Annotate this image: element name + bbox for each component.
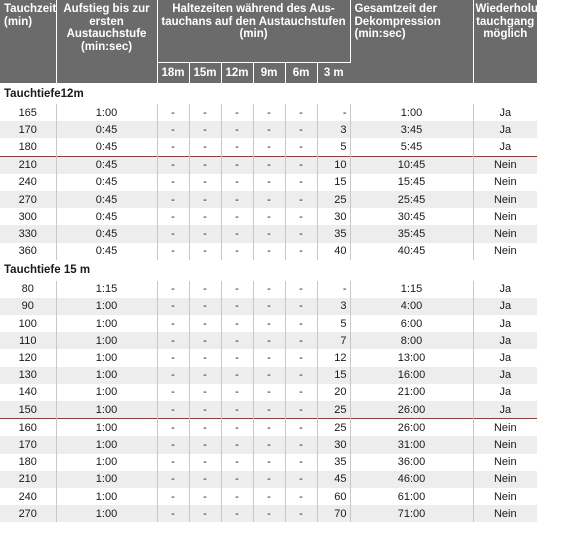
- cell-stop-9m: -: [253, 454, 285, 471]
- cell-stop-6m: -: [285, 419, 317, 437]
- table-row: [0, 208, 537, 225]
- cell-dive-time: 170: [0, 436, 56, 453]
- cell-stop-15m: -: [189, 174, 221, 191]
- cell-stop-18m: -: [157, 298, 189, 315]
- cell-stop-18m: -: [157, 281, 189, 298]
- cell-total-decompression: 25:45: [350, 191, 473, 208]
- cell-repeat-dive: Ja: [473, 332, 537, 349]
- table-row: [0, 121, 537, 138]
- cell-stop-12m: -: [221, 454, 253, 471]
- cell-stop-15m: -: [189, 315, 221, 332]
- cell-stop-15m: -: [189, 281, 221, 298]
- cell-dive-time: 130: [0, 367, 56, 384]
- cell-stop-9m: -: [253, 225, 285, 242]
- table-row: [0, 436, 537, 453]
- cell-stop-15m: -: [189, 384, 221, 401]
- cell-repeat-dive: Nein: [473, 436, 537, 453]
- cell-dive-time: 240: [0, 174, 56, 191]
- cell-stop-18m: -: [157, 156, 189, 174]
- cell-stop-12m: -: [221, 471, 253, 488]
- cell-stop-18m: -: [157, 174, 189, 191]
- cell-ascent-time: 1:00: [56, 454, 157, 471]
- section-title: Tauchtiefe 15 m: [0, 260, 537, 281]
- cell-stop-9m: -: [253, 243, 285, 260]
- cell-ascent-time: 1:00: [56, 505, 157, 522]
- table-row: [0, 505, 537, 522]
- cell-dive-time: 180: [0, 454, 56, 471]
- cell-stop-18m: -: [157, 436, 189, 453]
- cell-total-decompression: 13:00: [350, 349, 473, 366]
- cell-stop-12m: -: [221, 225, 253, 242]
- cell-total-decompression: 1:15: [350, 281, 473, 298]
- cell-stop-15m: -: [189, 298, 221, 315]
- cell-dive-time: 240: [0, 488, 56, 505]
- header-stop-6m: 6m: [285, 63, 317, 84]
- cell-stop-3m: 7: [317, 332, 350, 349]
- cell-repeat-dive: Nein: [473, 454, 537, 471]
- cell-stop-12m: -: [221, 174, 253, 191]
- cell-stop-12m: -: [221, 208, 253, 225]
- cell-stop-12m: -: [221, 104, 253, 121]
- cell-stop-9m: -: [253, 138, 285, 156]
- cell-dive-time: 270: [0, 191, 56, 208]
- cell-stop-18m: -: [157, 332, 189, 349]
- cell-stop-12m: -: [221, 367, 253, 384]
- header-dive-time: Tauchzeit (min): [0, 0, 56, 83]
- cell-total-decompression: 71:00: [350, 505, 473, 522]
- cell-dive-time: 270: [0, 505, 56, 522]
- cell-dive-time: 110: [0, 332, 56, 349]
- cell-stop-9m: -: [253, 367, 285, 384]
- header-stop-times: Haltezeiten während des Aus-tauchans auf den Austauchstufen (min): [157, 0, 350, 63]
- cell-stop-18m: -: [157, 208, 189, 225]
- cell-stop-6m: -: [285, 332, 317, 349]
- cell-stop-15m: -: [189, 104, 221, 121]
- cell-stop-6m: -: [285, 454, 317, 471]
- table-row: [0, 349, 537, 366]
- cell-stop-3m: -: [317, 104, 350, 121]
- header-stop-9m: 9m: [253, 63, 285, 84]
- cell-stop-12m: -: [221, 298, 253, 315]
- cell-stop-15m: -: [189, 332, 221, 349]
- section-header: [0, 83, 537, 104]
- table-row: [0, 104, 537, 121]
- cell-stop-6m: -: [285, 315, 317, 332]
- cell-repeat-dive: Nein: [473, 505, 537, 522]
- cell-stop-3m: 5: [317, 315, 350, 332]
- cell-total-decompression: 4:00: [350, 298, 473, 315]
- cell-total-decompression: 35:45: [350, 225, 473, 242]
- cell-ascent-time: 0:45: [56, 121, 157, 138]
- cell-stop-3m: 40: [317, 243, 350, 260]
- cell-total-decompression: 26:00: [350, 419, 473, 437]
- cell-dive-time: 140: [0, 384, 56, 401]
- cell-repeat-dive: Ja: [473, 121, 537, 138]
- cell-repeat-dive: Nein: [473, 156, 537, 174]
- table-row: [0, 401, 537, 419]
- cell-repeat-dive: Ja: [473, 138, 537, 156]
- cell-stop-15m: -: [189, 225, 221, 242]
- cell-ascent-time: 0:45: [56, 243, 157, 260]
- cell-ascent-time: 1:00: [56, 419, 157, 437]
- table-row: [0, 367, 537, 384]
- cell-total-decompression: 10:45: [350, 156, 473, 174]
- cell-stop-18m: -: [157, 384, 189, 401]
- cell-stop-18m: -: [157, 401, 189, 419]
- cell-stop-3m: 25: [317, 401, 350, 419]
- cell-stop-9m: -: [253, 384, 285, 401]
- cell-stop-12m: -: [221, 138, 253, 156]
- cell-ascent-time: 0:45: [56, 174, 157, 191]
- cell-total-decompression: 5:45: [350, 138, 473, 156]
- cell-ascent-time: 1:00: [56, 315, 157, 332]
- cell-total-decompression: 1:00: [350, 104, 473, 121]
- cell-ascent-time: 0:45: [56, 225, 157, 242]
- cell-dive-time: 165: [0, 104, 56, 121]
- cell-stop-9m: -: [253, 191, 285, 208]
- cell-dive-time: 210: [0, 471, 56, 488]
- cell-repeat-dive: Nein: [473, 471, 537, 488]
- cell-total-decompression: 6:00: [350, 315, 473, 332]
- cell-stop-6m: -: [285, 243, 317, 260]
- cell-stop-12m: -: [221, 384, 253, 401]
- cell-stop-3m: 20: [317, 384, 350, 401]
- cell-stop-15m: -: [189, 243, 221, 260]
- cell-stop-3m: 45: [317, 471, 350, 488]
- cell-ascent-time: 1:15: [56, 281, 157, 298]
- cell-total-decompression: 46:00: [350, 471, 473, 488]
- cell-repeat-dive: Ja: [473, 401, 537, 419]
- cell-stop-6m: -: [285, 281, 317, 298]
- cell-stop-3m: 35: [317, 225, 350, 242]
- cell-stop-18m: -: [157, 367, 189, 384]
- table-row: [0, 419, 537, 437]
- cell-stop-9m: -: [253, 121, 285, 138]
- cell-repeat-dive: Ja: [473, 384, 537, 401]
- cell-ascent-time: 1:00: [56, 104, 157, 121]
- cell-ascent-time: 1:00: [56, 332, 157, 349]
- cell-stop-15m: -: [189, 367, 221, 384]
- cell-stop-18m: -: [157, 121, 189, 138]
- header-stop-12m: 12m: [221, 63, 253, 84]
- cell-stop-15m: -: [189, 454, 221, 471]
- cell-stop-12m: -: [221, 505, 253, 522]
- cell-total-decompression: 36:00: [350, 454, 473, 471]
- cell-dive-time: 360: [0, 243, 56, 260]
- cell-stop-15m: -: [189, 138, 221, 156]
- cell-stop-15m: -: [189, 505, 221, 522]
- cell-stop-9m: -: [253, 174, 285, 191]
- cell-ascent-time: 1:00: [56, 471, 157, 488]
- cell-ascent-time: 0:45: [56, 156, 157, 174]
- header-total-decompression: Gesamtzeit der Dekompression (min:sec): [350, 0, 473, 83]
- cell-stop-18m: -: [157, 138, 189, 156]
- cell-stop-6m: -: [285, 488, 317, 505]
- cell-stop-12m: -: [221, 349, 253, 366]
- cell-dive-time: 90: [0, 298, 56, 315]
- cell-stop-9m: -: [253, 505, 285, 522]
- cell-total-decompression: 40:45: [350, 243, 473, 260]
- cell-stop-6m: -: [285, 208, 317, 225]
- cell-stop-3m: 12: [317, 349, 350, 366]
- header-repeat-dive: Wiederholungs-tauchgang möglich: [473, 0, 537, 83]
- cell-stop-12m: -: [221, 401, 253, 419]
- cell-stop-3m: 30: [317, 208, 350, 225]
- table-row: [0, 488, 537, 505]
- cell-stop-12m: -: [221, 419, 253, 437]
- cell-stop-12m: -: [221, 121, 253, 138]
- cell-stop-15m: -: [189, 121, 221, 138]
- cell-stop-3m: 30: [317, 436, 350, 453]
- cell-stop-15m: -: [189, 419, 221, 437]
- cell-total-decompression: 15:45: [350, 174, 473, 191]
- cell-ascent-time: 1:00: [56, 298, 157, 315]
- cell-repeat-dive: Nein: [473, 174, 537, 191]
- table-body: [0, 83, 537, 522]
- cell-stop-6m: -: [285, 225, 317, 242]
- cell-stop-6m: -: [285, 367, 317, 384]
- cell-stop-3m: 10: [317, 156, 350, 174]
- cell-stop-3m: 3: [317, 298, 350, 315]
- cell-repeat-dive: Nein: [473, 488, 537, 505]
- header-ascent-time: Aufstieg bis zur ersten Austauchstufe (min:sec): [56, 0, 157, 83]
- cell-stop-15m: -: [189, 349, 221, 366]
- table-row: [0, 384, 537, 401]
- cell-stop-12m: -: [221, 243, 253, 260]
- cell-stop-18m: -: [157, 471, 189, 488]
- cell-stop-9m: -: [253, 298, 285, 315]
- table-row: [0, 191, 537, 208]
- cell-stop-3m: 5: [317, 138, 350, 156]
- cell-stop-9m: -: [253, 436, 285, 453]
- cell-stop-9m: -: [253, 349, 285, 366]
- cell-stop-3m: 70: [317, 505, 350, 522]
- cell-stop-6m: -: [285, 298, 317, 315]
- cell-ascent-time: 1:00: [56, 401, 157, 419]
- cell-stop-18m: -: [157, 191, 189, 208]
- cell-stop-3m: -: [317, 281, 350, 298]
- cell-stop-6m: -: [285, 174, 317, 191]
- cell-stop-9m: -: [253, 315, 285, 332]
- cell-ascent-time: 1:00: [56, 384, 157, 401]
- cell-total-decompression: 61:00: [350, 488, 473, 505]
- cell-stop-9m: -: [253, 332, 285, 349]
- cell-stop-6m: -: [285, 505, 317, 522]
- cell-stop-12m: -: [221, 315, 253, 332]
- table-row: [0, 454, 537, 471]
- cell-stop-12m: -: [221, 332, 253, 349]
- cell-stop-12m: -: [221, 281, 253, 298]
- cell-stop-12m: -: [221, 488, 253, 505]
- cell-ascent-time: 1:00: [56, 349, 157, 366]
- cell-stop-15m: -: [189, 471, 221, 488]
- cell-stop-18m: -: [157, 104, 189, 121]
- cell-stop-9m: -: [253, 156, 285, 174]
- cell-stop-15m: -: [189, 191, 221, 208]
- cell-stop-6m: -: [285, 384, 317, 401]
- cell-total-decompression: 16:00: [350, 367, 473, 384]
- cell-stop-12m: -: [221, 156, 253, 174]
- table-row: [0, 332, 537, 349]
- cell-stop-9m: -: [253, 281, 285, 298]
- cell-total-decompression: 8:00: [350, 332, 473, 349]
- cell-stop-18m: -: [157, 315, 189, 332]
- header-stop-3m: 3 m: [317, 63, 350, 84]
- cell-dive-time: 210: [0, 156, 56, 174]
- cell-stop-6m: -: [285, 349, 317, 366]
- cell-dive-time: 330: [0, 225, 56, 242]
- cell-repeat-dive: Ja: [473, 104, 537, 121]
- cell-repeat-dive: Ja: [473, 298, 537, 315]
- table-row: [0, 156, 537, 174]
- cell-dive-time: 80: [0, 281, 56, 298]
- cell-repeat-dive: Nein: [473, 225, 537, 242]
- cell-stop-3m: 60: [317, 488, 350, 505]
- cell-stop-9m: -: [253, 208, 285, 225]
- cell-stop-18m: -: [157, 454, 189, 471]
- cell-stop-12m: -: [221, 436, 253, 453]
- cell-stop-6m: -: [285, 471, 317, 488]
- section-header: [0, 260, 537, 281]
- cell-stop-6m: -: [285, 104, 317, 121]
- cell-total-decompression: 26:00: [350, 401, 473, 419]
- table-row: [0, 225, 537, 242]
- cell-repeat-dive: Ja: [473, 315, 537, 332]
- cell-stop-6m: -: [285, 121, 317, 138]
- cell-stop-15m: -: [189, 208, 221, 225]
- cell-ascent-time: 1:00: [56, 488, 157, 505]
- cell-ascent-time: 0:45: [56, 191, 157, 208]
- table-row: [0, 243, 537, 260]
- cell-stop-6m: -: [285, 436, 317, 453]
- cell-stop-6m: -: [285, 138, 317, 156]
- cell-stop-15m: -: [189, 436, 221, 453]
- cell-dive-time: 300: [0, 208, 56, 225]
- cell-repeat-dive: Ja: [473, 281, 537, 298]
- cell-stop-6m: -: [285, 401, 317, 419]
- cell-dive-time: 170: [0, 121, 56, 138]
- table-row: [0, 298, 537, 315]
- section-title: Tauchtiefe12m: [0, 83, 537, 104]
- cell-repeat-dive: Nein: [473, 419, 537, 437]
- cell-stop-3m: 3: [317, 121, 350, 138]
- cell-repeat-dive: Nein: [473, 208, 537, 225]
- table-row: [0, 315, 537, 332]
- cell-dive-time: 180: [0, 138, 56, 156]
- cell-total-decompression: 31:00: [350, 436, 473, 453]
- cell-repeat-dive: Nein: [473, 243, 537, 260]
- cell-total-decompression: 21:00: [350, 384, 473, 401]
- cell-stop-18m: -: [157, 419, 189, 437]
- cell-stop-18m: -: [157, 505, 189, 522]
- cell-stop-3m: 15: [317, 174, 350, 191]
- cell-stop-3m: 15: [317, 367, 350, 384]
- cell-stop-6m: -: [285, 191, 317, 208]
- cell-stop-3m: 35: [317, 454, 350, 471]
- cell-stop-12m: -: [221, 191, 253, 208]
- cell-stop-18m: -: [157, 225, 189, 242]
- cell-stop-15m: -: [189, 488, 221, 505]
- cell-stop-9m: -: [253, 401, 285, 419]
- cell-ascent-time: 1:00: [56, 436, 157, 453]
- cell-dive-time: 120: [0, 349, 56, 366]
- cell-dive-time: 160: [0, 419, 56, 437]
- cell-dive-time: 100: [0, 315, 56, 332]
- header-stop-15m: 15m: [189, 63, 221, 84]
- cell-ascent-time: 0:45: [56, 138, 157, 156]
- cell-repeat-dive: Ja: [473, 367, 537, 384]
- cell-stop-18m: -: [157, 243, 189, 260]
- cell-stop-6m: -: [285, 156, 317, 174]
- cell-stop-18m: -: [157, 488, 189, 505]
- table-row: [0, 138, 537, 156]
- cell-stop-9m: -: [253, 419, 285, 437]
- cell-dive-time: 150: [0, 401, 56, 419]
- cell-stop-9m: -: [253, 471, 285, 488]
- cell-stop-18m: -: [157, 349, 189, 366]
- table-row: [0, 281, 537, 298]
- cell-stop-15m: -: [189, 156, 221, 174]
- header-stop-18m: 18m: [157, 63, 189, 84]
- cell-stop-3m: 25: [317, 419, 350, 437]
- cell-stop-9m: -: [253, 488, 285, 505]
- cell-ascent-time: 0:45: [56, 208, 157, 225]
- cell-stop-3m: 25: [317, 191, 350, 208]
- cell-stop-15m: -: [189, 401, 221, 419]
- table-row: [0, 174, 537, 191]
- cell-stop-9m: -: [253, 104, 285, 121]
- cell-ascent-time: 1:00: [56, 367, 157, 384]
- cell-total-decompression: 30:45: [350, 208, 473, 225]
- table-row: [0, 471, 537, 488]
- cell-repeat-dive: Ja: [473, 349, 537, 366]
- cell-repeat-dive: Nein: [473, 191, 537, 208]
- cell-total-decompression: 3:45: [350, 121, 473, 138]
